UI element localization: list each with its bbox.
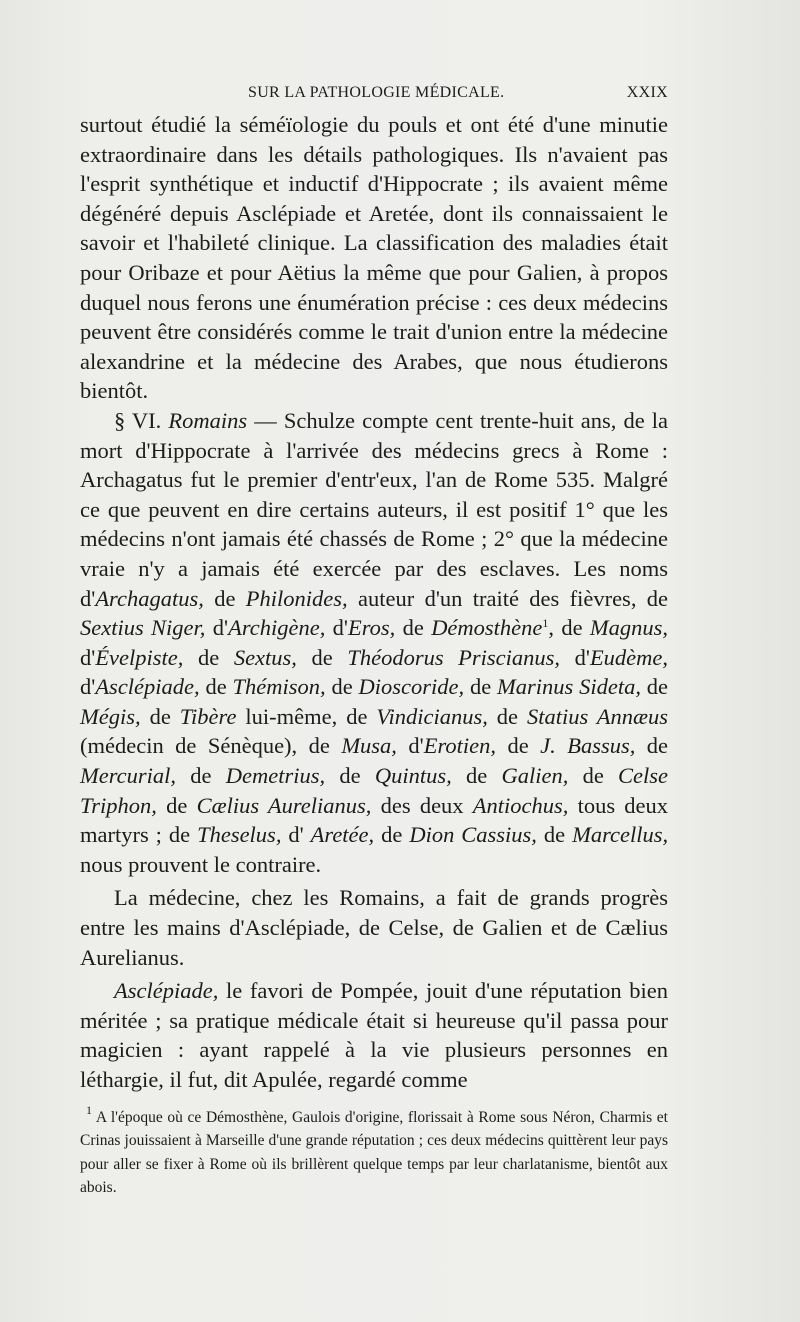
- page-number: XXIX: [626, 84, 668, 101]
- paragraph-lead-name: Asclépiade,: [114, 978, 219, 1004]
- page-header: [80, 84, 668, 108]
- section-marker: § VI.: [114, 407, 162, 433]
- running-title: SUR LA PATHOLOGIE MÉDICALE.: [248, 84, 505, 101]
- footnote-marker: 1: [86, 1103, 92, 1117]
- footnote-reference: 1: [542, 616, 549, 631]
- paragraph-romains: § VI. Romains — Schulze compte cent trente-huit ans, de la mort d'Hippocrate à l'arrivée des médecins grecs à Rome : Archagatus fut le premier d'entr'eux, l'an de Rome 535. Malgré ce que peuvent en dire certains auteurs, il est positif 1° que les médecins n'ont jamais été chassés de Rome ; 2° que la médecine vraie n'y a jamais été exercée par des esclaves. Les noms d'Archagatus, de Philonides, auteur d'un traité des fièvres, de Sextius Niger, d'Archigène, d'Eros, de Démosthène$^1$, de Magnus, d'Évelpiste, de Sextus, de Théodorus Priscianus, d'Eudème, d'Asclépiade, de Thémison, de Dioscoride, de Marinus Sideta, de Mégis, de Tibère lui-même, de Vindicianus, de Statius Annæus (médecin de Sénèque), de Musa, d'Erotien, de J. Bassus, de Mercurial, de Demetrius, de Quintus, de Galien, de Celse Triphon, de Cælius Aurelianus, des deux Antiochus, tous deux martyrs ; de Theselus, d' Aretée, de Dion Cassius, de Marcellus, nous prouvent le contraire.: [80, 407, 669, 877]
- footnote-text: A l'époque où ce Démosthène, Gaulois d'origine, florissait à Rome sous Néron, Charmis et Crinas jouissaient à Marseille d'une grande réputation ; ces deux médecins quittèrent leur pays pour aller se fixer à Rome où ils brillèrent quelque temps par leur charlatanisme, bientôt aux abois.: [80, 1109, 668, 1197]
- footnote: [80, 1103, 668, 1200]
- footnotes: [80, 1103, 668, 1200]
- section-title: Romains: [168, 407, 248, 433]
- paragraph-asclepiade: Asclépiade, le favori de Pompée, jouit d'une réputation bien méritée ; sa pratique médicale était si heureuse qu'il passa pour magicien : ayant rappelé à la vie plusieurs personnes en léthargie, il fut, dit Apulée, regardé comme: [80, 978, 669, 1092]
- main-text: [80, 110, 668, 1095]
- paragraph-continuation: surtout étudié la séméïologie du pouls et ont été d'une minutie extraordinaire dans les détails pathologiques. Ils n'avaient pas l'esprit synthétique et inductif d'Hippocrate ; ils avaient même dégénéré depuis Asclépiade et Aretée, dont ils connaissaient le savoir et l'habileté clinique. La classification des maladies était pour Oribaze et pour Aëtius la même que pour Galien, à propos duquel nous ferons une énumération précise : ces deux médecins peuvent être considérés comme le trait d'union entre la médecine alexandrine et la médecine des Arabes, que nous étudierons bientôt.: [80, 112, 668, 404]
- paragraph-medecine-romains: La médecine, chez les Romains, a fait de grands progrès entre les mains d'Asclépiade, de Celse, de Galien et de Cælius Aurelianus.: [80, 885, 668, 970]
